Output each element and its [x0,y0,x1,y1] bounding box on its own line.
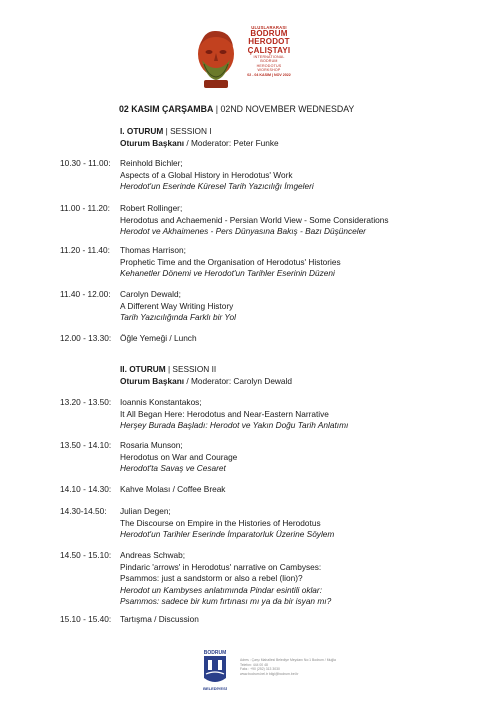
program-break [60,333,197,345]
day-title-tr: 02 KASIM ÇARŞAMBA [119,104,214,114]
day-header [119,104,354,114]
entry-title-en: Herodotus and Achaemenid - Persian World View - Some Considerations [120,214,389,225]
entry-title-tr: Herodot ve Akhaimenes - Pers Dünyasına Bakış - Bazı Düşünceler [120,226,366,237]
entry-title-en: Prophetic Time and the Organisation of Herodotus' Histories [120,256,341,267]
entry-time: 11.40 - 12.00: [60,289,111,299]
logo-text [232,25,306,78]
entry-title-tr: Herodot'un Tarihler Eserinde İmparatorluk Üzerine Söylem [120,529,335,540]
entry-title-tr: Herşey Burada Başladı: Herodot ve Yakın Doğu Tarih Anlatımı [120,420,349,431]
session-1-title-en: | SESSION I [163,126,212,136]
entry-title-en: Herodotus on War and Courage [120,451,238,462]
entry-details [120,440,237,475]
footer-address: Adres : Çarşı Mahallesi Belediye Meydanı No:1 Bodrum / Muğla [240,658,336,662]
program-entry [60,506,335,540]
footer-logo-name: BODRUM [203,650,227,656]
entry-time: 11.20 - 11.40: [60,245,110,255]
municipality-footer [200,648,340,698]
session-2-title-en: | SESSION II [165,364,217,374]
entry-details [120,506,334,541]
entry-time: 10.30 - 11.00: [60,158,111,168]
program-entry [60,203,389,237]
logo-line-workshop-en: WORKSHOP [257,67,281,72]
logo-line-international-en: INTERNATIONAL [253,55,285,60]
program-entry [60,158,314,192]
entry-time: 12.00 - 13.30: [60,333,112,343]
entry-details [120,397,348,432]
entry-details [120,484,225,496]
day-separator: | [213,104,221,114]
entry-details [120,289,236,324]
entry-time: 13.20 - 13.50: [60,397,112,407]
entry-time: 13.50 - 14.10: [60,440,112,450]
session-2-header [120,364,292,387]
entry-speaker: Thomas Harrison; [120,245,186,255]
entry-time: 11.00 - 11.20: [60,203,110,213]
logo-line-herodot: HERODOT [248,37,290,47]
break-label: Öğle Yemeği / Lunch [120,333,197,343]
entry-title-en: Pindaric 'arrows' in Herodotus' narrative on Cambyses: [120,561,322,572]
break-label: Tartışma / Discussion [120,614,199,624]
program-entry [60,550,332,607]
program-break [60,614,199,626]
entry-title-en: A Different Way Writing History [120,300,234,311]
program-break [60,484,226,496]
entry-title-en-2: Psammos: just a sandstorm or also a rebel (lion)? [120,573,303,584]
entry-details [120,158,314,193]
entry-title-en: It All Began Here: Herodotus and Near-Eastern Narrative [120,408,329,419]
entry-details [120,614,199,626]
bodrum-municipality-logo [200,648,230,692]
entry-speaker: Robert Rollinger; [120,203,183,213]
entry-speaker: Reinhold Bichler; [120,158,183,168]
entry-title-tr: Tarih Yazıcılığında Farklı bir Yol [120,312,236,323]
break-label: Kahve Molası / Coffee Break [120,484,226,494]
footer-logo-word: BELEDİYESİ [203,686,227,691]
entry-details [120,550,331,608]
entry-details [120,203,389,238]
day-title-en: 02ND NOVEMBER WEDNESDAY [220,104,355,114]
entry-title-tr: Herodot'un Eserinde Küresel Tarih Yazıcılığı İmgeleri [120,181,314,192]
logo-line-calistayi: ÇALIŞTAYI [247,45,291,55]
entry-details [120,245,341,280]
entry-time: 15.10 - 15.40: [60,614,112,624]
entry-title-en: Aspects of a Global History in Herodotus' Work [120,169,293,180]
entry-speaker: Ioannis Konstantakos; [120,397,202,407]
entry-details [120,333,197,345]
entry-speaker: Julian Degen; [120,506,171,516]
entry-speaker: Rosaria Munson; [120,440,183,450]
program-entry [60,245,341,279]
session-1-moderator: / Moderator: Peter Funke [184,137,279,148]
session-1-chair-label: Oturum Başkanı [120,137,185,148]
logo-line-bodrum-en: BODRUM [260,59,278,64]
entry-title-tr: Herodot un Kambyses anlatımında Pindar esintili oklar: [120,584,322,595]
entry-speaker: Carolyn Dewald; [120,289,181,299]
program-entry [60,289,236,323]
entry-title-tr: Kehanetler Dönemi ve Herodot'un Tarihler Eserinin Düzeni [120,268,335,279]
session-1-title-tr: I. OTURUM [120,126,164,136]
entry-time: 14.50 - 15.10: [60,550,112,560]
footer-web[interactable]: www.bodrum.bel.tr bilgi@bodrum.bel.tr [240,671,299,676]
logo-line-herodotus-en: HERODOTUS [256,63,282,68]
footer-phone: Telefon: 444 00 48 [240,662,268,667]
entry-title-tr-2: Psammos: sadece bir kum fırtınası mı ya da bir isyan mı? [120,596,332,607]
entry-title-en: The Discourse on Empire in the Histories of Herodotus [120,517,321,528]
session-1-header [120,126,279,149]
workshop-logo [194,22,306,100]
entry-time: 14.10 - 14.30: [60,484,112,494]
footer-fax: Faks : +90 (252) 313 3030 [240,667,280,672]
program-entry [60,440,238,474]
entry-time: 14.30-14.50: [60,506,107,516]
footer-contact [240,658,336,676]
session-2-moderator: / Moderator: Carolyn Dewald [184,375,292,386]
session-2-title-tr: II. OTURUM [120,364,166,374]
session-2-chair-label: Oturum Başkanı [120,375,185,386]
program-entry [60,397,349,431]
entry-title-tr: Herodot'ta Savaş ve Cesaret [120,463,226,474]
logo-line-bodrum: BODRUM [250,29,288,38]
logo-date: 02 - 04 KASIM | NOV 2022 [247,73,291,78]
entry-speaker: Andreas Schwab; [120,550,186,560]
logo-line-international-tr: ULUSLARARASI [251,25,287,30]
